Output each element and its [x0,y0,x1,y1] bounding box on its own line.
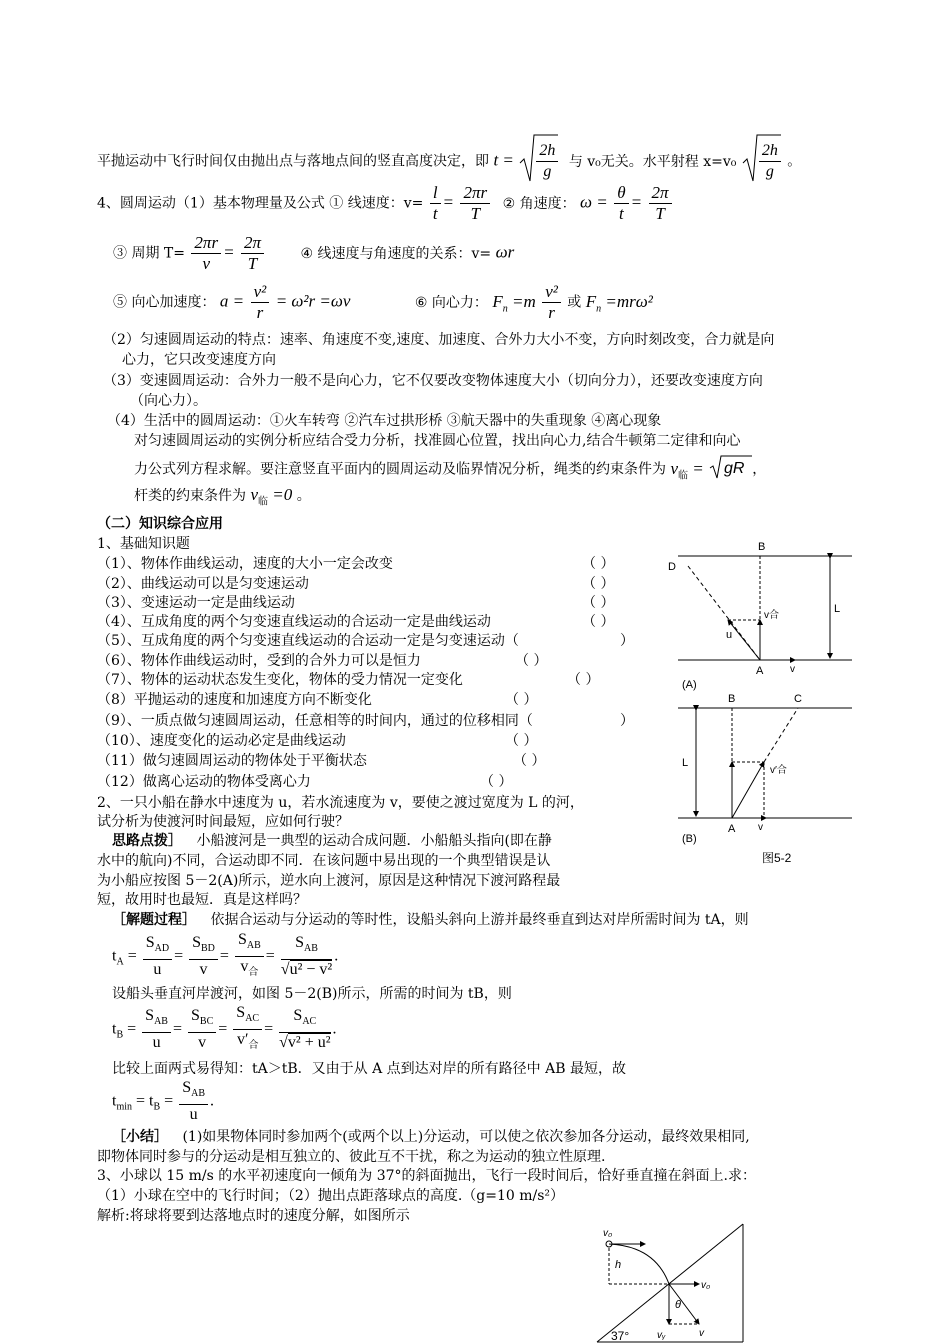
svg-text:u: u [726,629,733,641]
svg-text:B: B [758,541,766,553]
uniform-circular-text-2: 心力，它只改变速度方向 [122,352,276,368]
summary-line-2: 即物体同时参与的分运动是相互独立的、彼此互不干扰，称之为运动的独立性原理. [97,1149,606,1165]
list-item: （4）、互成角度的两个匀变速直线运动的合运动一定是曲线运动 [97,614,491,630]
answer-paren: （ ） [582,614,615,630]
list-item: （8）平抛运动的速度和加速度方向不断变化 [97,692,372,708]
list-item: （1）、物体作曲线运动，速度的大小一定会改变 [97,556,393,572]
answer-paren: （ ） [513,753,546,769]
list-item: （9）、一质点做匀速圆周运动，任意相等的时间内，通过的位移相同（ [97,713,533,729]
svg-text:vᵧ: vᵧ [657,1330,666,1341]
svg-text:θ: θ [675,1299,681,1311]
solution-line: ［解题过程］ 依据合运动与分运动的等时性，设船头斜向上游并最终垂直到达对岸所需时间为 tA，则 [112,912,749,928]
answer-paren-close: ） [620,633,634,649]
svg-text:v: v [758,822,763,833]
variable-circular-text: （3）变速圆周运动：合外力一般不是向心力，它不仅要改变物体速度大小（切向分力），还要改变速度方向 [103,373,763,389]
hint-line-2: 水中的航向)不同，合运动即不同．在该问题中易出现的一个典型错误是认 [97,853,551,869]
answer-paren: （ ） [582,595,615,611]
formula-t: t = [493,150,514,170]
pingpao-text: 平抛运动中飞行时间仅由抛出点与落地点间的竖直高度决定，即 [97,153,489,170]
svg-text:v合: v合 [764,610,779,621]
q3-text: 3、小球以 15 m/s 的水平初速度向一倾角为 37°的斜面抛出，飞行一段时间后，恰好垂直撞在斜面上.求： [97,1168,756,1184]
svg-text:C: C [794,693,802,705]
list-item: （11）做匀速圆周运动的物体处于平衡状态 [97,753,367,769]
answer-paren-close: ） [620,713,634,729]
figure-caption: 图5-2 [762,851,792,865]
answer-paren: （ ） [567,672,600,688]
list-item: （12）做离心运动的物体受离心力 [97,774,311,790]
svg-text:A: A [756,665,764,677]
svg-text:(A): (A) [682,679,697,691]
hint-line-4: 短，故用时也最短．真是这样吗？ [97,892,307,908]
variable-circular-text-2: （向心力）。 [130,393,207,409]
formula-tA: $t_A$ = $\frac{S_{AD}}{u}$ = $\frac{S_{BD}}{v}$ = $\frac{S_{AB}}{v_合}$ = $\frac{S_{AB}}{\text{√u² − v²}}$ . [112,931,339,979]
pingpao-paragraph: 平抛运动中飞行时间仅由抛出点与落地点间的竖直高度决定，即 t = $\frac{2h}{g}$ 与 v₀无关。水平射程 x=v₀ $\frac{2h}{g}$ 。 [97,133,801,190]
list-item: （7）、物体的运动状态发生变化，物体的受力情况一定变化 [97,672,463,688]
pingpao-mid: 与 v₀无关。水平射程 x=v₀ [568,153,737,170]
q3-text-3: 解析:将球将要到达落地点时的速度分解，如图所示 [97,1208,410,1224]
list-item: （6）、物体作曲线运动时，受到的合外力可以是恒力 [97,653,421,669]
answer-paren: （ ） [515,653,548,669]
hint-line-3: 为小船应按图 5－2(A)所示，逆水向上渡河，原因是这种情况下渡河路程最 [97,873,561,889]
solution-line-3: 比较上面两式易得知：tA＞tB．又由于从 A 点到达对岸的所有路径中 AB 最短，故 [112,1061,626,1077]
svg-text:B: B [728,693,736,705]
analysis-text-2: 力公式列方程求解。要注意竖直平面内的圆周运动及临界情况分析，绳类的约束条件为 $v_临$ = gR ， [134,454,766,485]
river-crossing-figure [660,540,860,870]
answer-paren: （ ） [480,774,513,790]
incline-figure [595,1222,745,1344]
list-item: （3）、变速运动一定是曲线运动 [97,595,295,611]
solution-line-2: 设船头垂直河岸渡河，如图 5－2(B)所示，所需的时间为 tB，则 [112,986,512,1002]
answer-paren: （ ） [582,576,615,592]
q2-text: 2、一只小船在静水中速度为 u，若水流速度为 v，要使之渡过宽度为 L 的河， [97,795,584,811]
circular-motion-intro: 4、圆周运动（1）基本物理量及公式 ① 线速度：v= $\frac{l}{t}$ = $\frac{2\pi r}{T}$ ② 角速度： ω = $\frac{\theta}{t}$ = $\frac{2\pi}{T}$ [97,183,674,224]
svg-text:L: L [834,603,841,615]
section-title: （二）知识综合应用 [97,516,223,532]
life-circular-text: （4）生活中的圆周运动：①火车转弯 ②汽车过拱形桥 ③航天器中的失重现象 ④离心现象 [107,413,662,429]
svg-text:D: D [668,561,676,573]
q1-title: 1、基础知识题 [97,536,190,552]
list-item: （10）、速度变化的运动必定是曲线运动 [97,733,346,749]
svg-text:v₀: v₀ [603,1228,613,1239]
list-item: （5）、互成角度的两个匀变速直线运动的合运动一定是匀变速运动（ [97,633,519,649]
svg-text:v₀: v₀ [701,1280,711,1291]
svg-text:A: A [728,823,736,835]
svg-text:37°: 37° [611,1329,630,1343]
svg-text:h: h [615,1259,622,1271]
analysis-text: 对匀速圆周运动的实例分析应结合受力分析，找准圆心位置，找出向心力,结合牛顿第二定律和向心 [134,433,741,449]
answer-paren: （ ） [582,556,615,572]
svg-text:v: v [699,1328,704,1339]
svg-text:L: L [682,757,689,769]
formula-tB: $t_B$ = $\frac{S_{AB}}{u}$ = $\frac{S_{BC}}{v}$ = $\frac{S_{AC}}{v'_合}$ = $\frac{S_{AC}}{\text{√v² + u²}}$ . [112,1004,337,1052]
answer-paren: （ ） [505,692,538,708]
svg-text:(B): (B) [682,833,697,845]
q3-text-2: （1）小球在空中的飞行时间；（2）抛出点距落球点的高度.（g=10 m/s²） [97,1188,565,1204]
hint-line: 思路点拨］ 小船渡河是一典型的运动合成问题．小船船头指向(即在静 [112,833,552,849]
summary-line: ［小结］ (1)如果物体同时参加两个(或两个以上)分运动，可以使之依次参加各分运动，最终效果相同, [112,1129,750,1145]
svg-text:gR: gR [724,460,745,477]
svg-text:v′合: v′合 [770,765,787,776]
centripetal-line: ⑤ 向心加速度： a = $\frac{\text{v²}}{r}$ = ω²r =ωv ⑥ 向心力： $F_n =m$ $\frac{\text{v²}}{r}$ 或 $F_n =mr\omega^2$ [113,282,653,322]
formula-tmin: $t_{min} = t_B$ = $\frac{S_{AB}}{u}$ . [112,1079,214,1124]
uniform-circular-text: （2）匀速圆周运动的特点：速率、角速度不变,速度、加速度、合外力大小不变，方向时刻改变，合力就是向 [103,332,775,348]
q2-text-2: 试分析为使渡河时间最短，应如何行驶？ [97,814,349,830]
svg-text:v: v [790,664,795,675]
answer-paren: （ ） [505,733,538,749]
list-item: （2）、曲线运动可以是匀变速运动 [97,576,309,592]
period-line: ③ 周期 T= $\frac{2\pi r}{v}$ = $\frac{2\pi}{T}$ ④ 线速度与角速度的关系：v= ωr [113,233,515,273]
rod-condition: 杆类的约束条件为 $v_临 =0$ 。 [134,485,311,508]
